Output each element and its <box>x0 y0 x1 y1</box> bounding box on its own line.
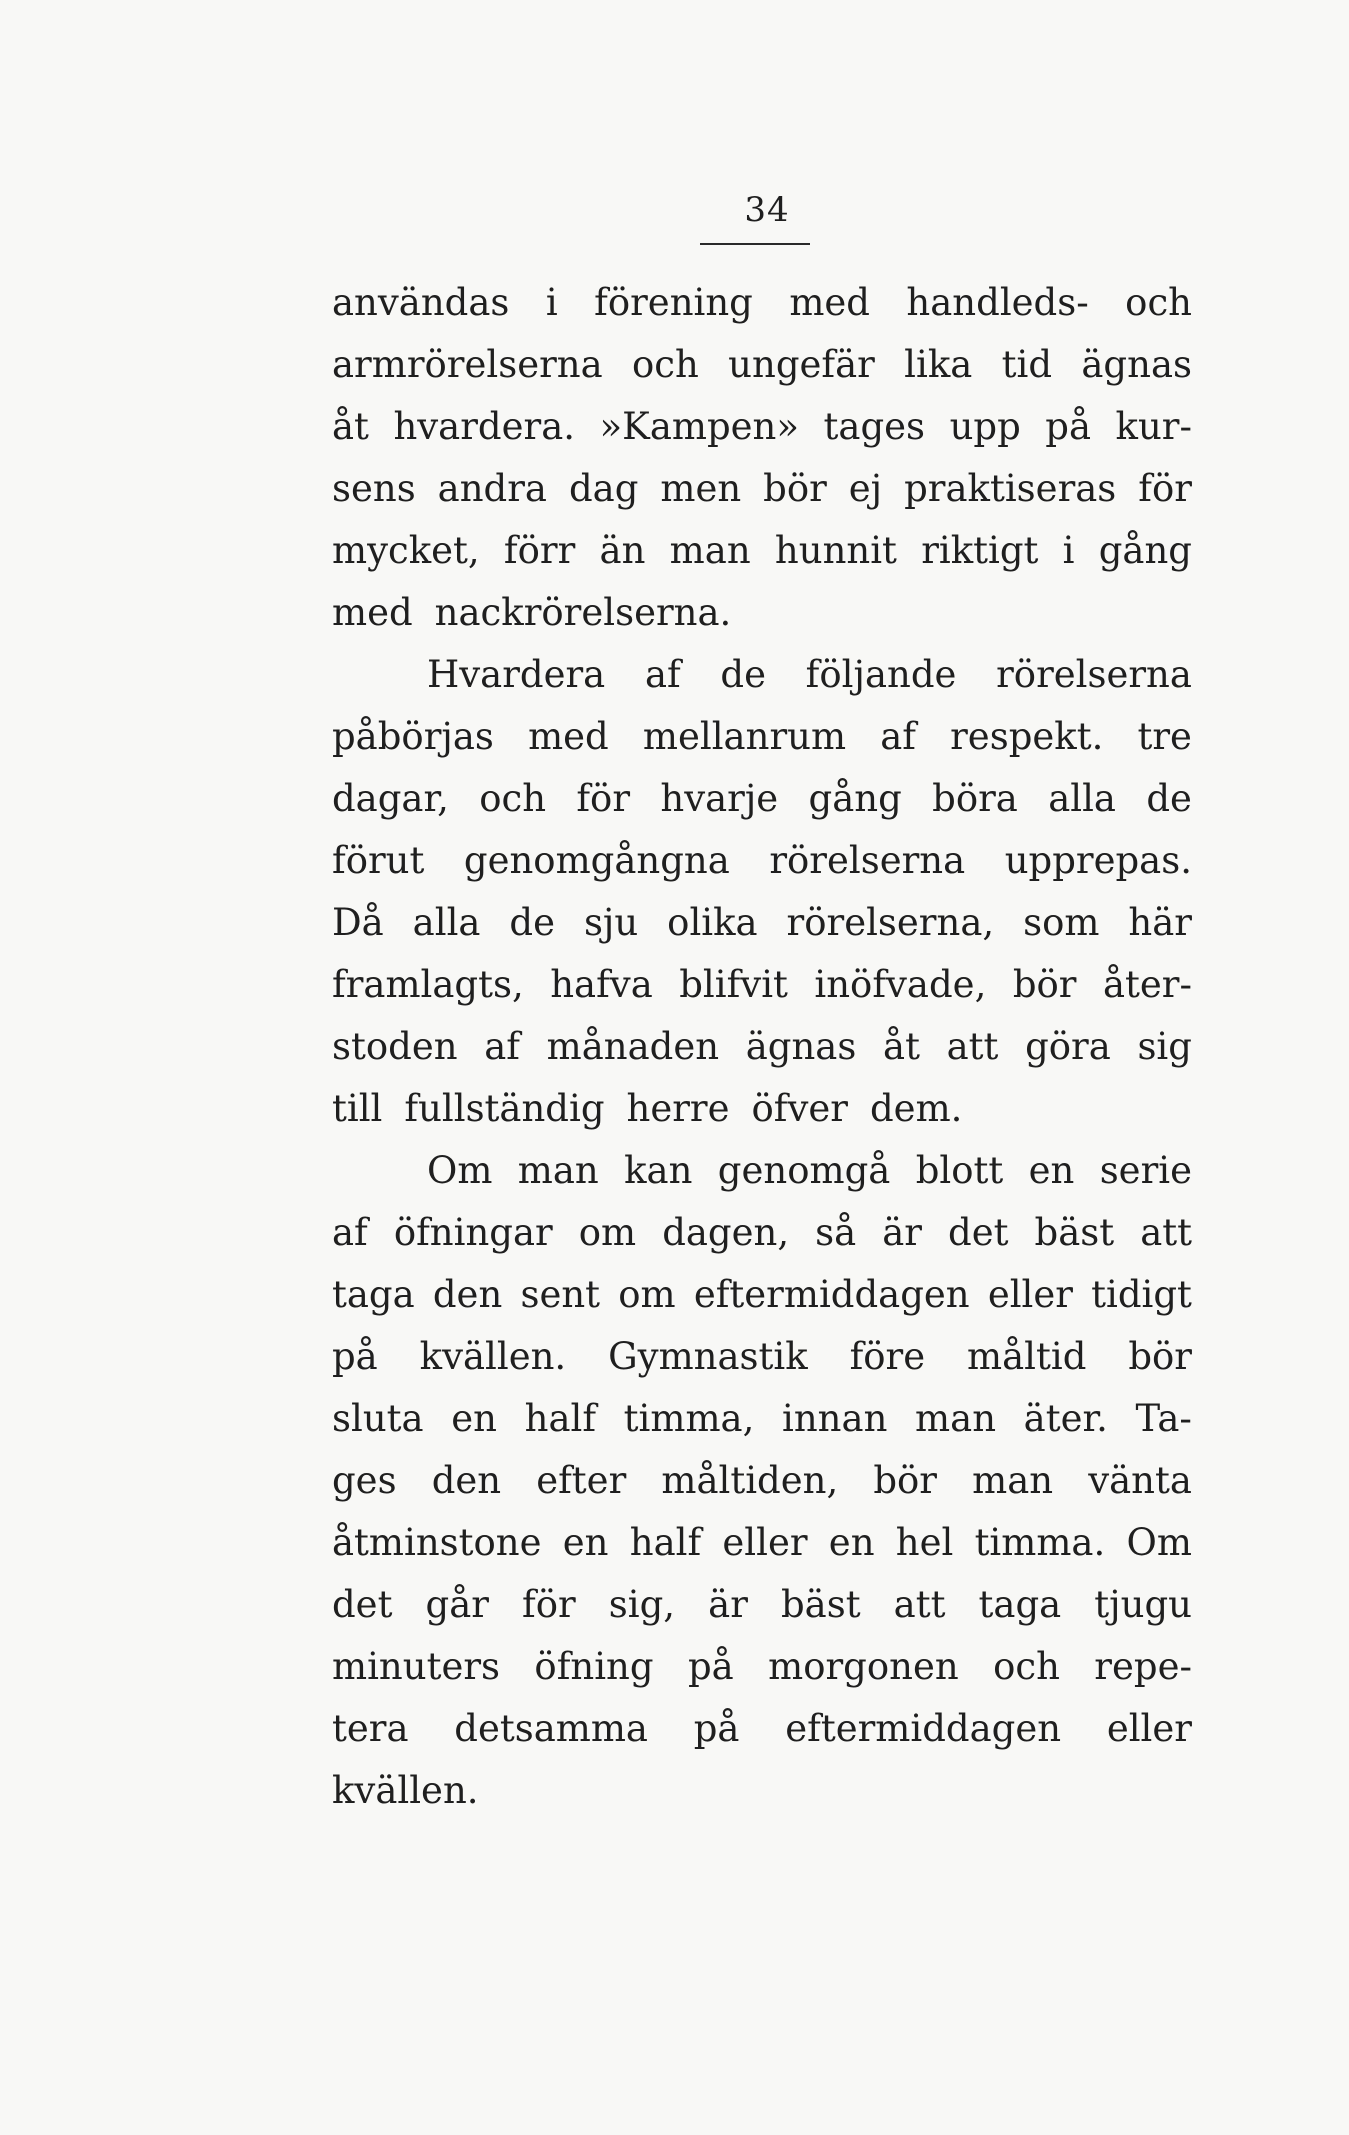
text-line: åtminstone en half eller en hel timma. Om <box>332 1521 1192 1564</box>
text-line: Om man kan genomgå blott en serie <box>427 1149 1192 1192</box>
text-line: Hvardera af de följande rörelserna <box>427 653 1192 696</box>
text-line: på kvällen. Gymnastik före måltid bör <box>332 1335 1192 1378</box>
text-line: det går för sig, är bäst att taga tjugu <box>332 1583 1192 1626</box>
text-line: framlagts, hafva blifvit inöfvade, bör åter- <box>332 963 1192 1006</box>
text-line: ges den efter måltiden, bör man vänta <box>332 1459 1192 1502</box>
text-line: kvällen. <box>332 1769 479 1812</box>
text-line: taga den sent om eftermiddagen eller tidigt <box>332 1273 1192 1316</box>
text-line: tera detsamma på eftermiddagen eller <box>332 1707 1192 1750</box>
text-line: minuters öfning på morgonen och repe- <box>332 1645 1192 1688</box>
text-line: sens andra dag men bör ej praktiseras för <box>332 467 1192 510</box>
text-line: åt hvardera. »Kampen» tages upp på kur- <box>332 405 1192 448</box>
text-line: sluta en half timma, innan man äter. Ta- <box>332 1397 1192 1440</box>
text-line: mycket, förr än man hunnit riktigt i gång <box>332 529 1192 572</box>
text-line: stoden af månaden ägnas åt att göra sig <box>332 1025 1192 1068</box>
text-line: dagar, och för hvarje gång böra alla de <box>332 777 1192 820</box>
text-line: armrörelserna och ungefär lika tid ägnas <box>332 343 1192 386</box>
text-line: förut genomgångna rörelserna upprepas. <box>332 839 1192 882</box>
page-number-rule <box>700 243 810 245</box>
text-line: till fullständig herre öfver dem. <box>332 1087 963 1130</box>
text-line: Då alla de sju olika rörelserna, som här <box>332 901 1192 944</box>
page-number: 34 <box>744 190 790 230</box>
text-line: af öfningar om dagen, så är det bäst att <box>332 1211 1192 1254</box>
text-line: påbörjas med mellanrum af respekt. tre <box>332 715 1192 758</box>
text-line: användas i förening med handleds- och <box>332 281 1192 324</box>
text-line: med nackrörelserna. <box>332 591 732 634</box>
body-text <box>332 272 1192 1822</box>
